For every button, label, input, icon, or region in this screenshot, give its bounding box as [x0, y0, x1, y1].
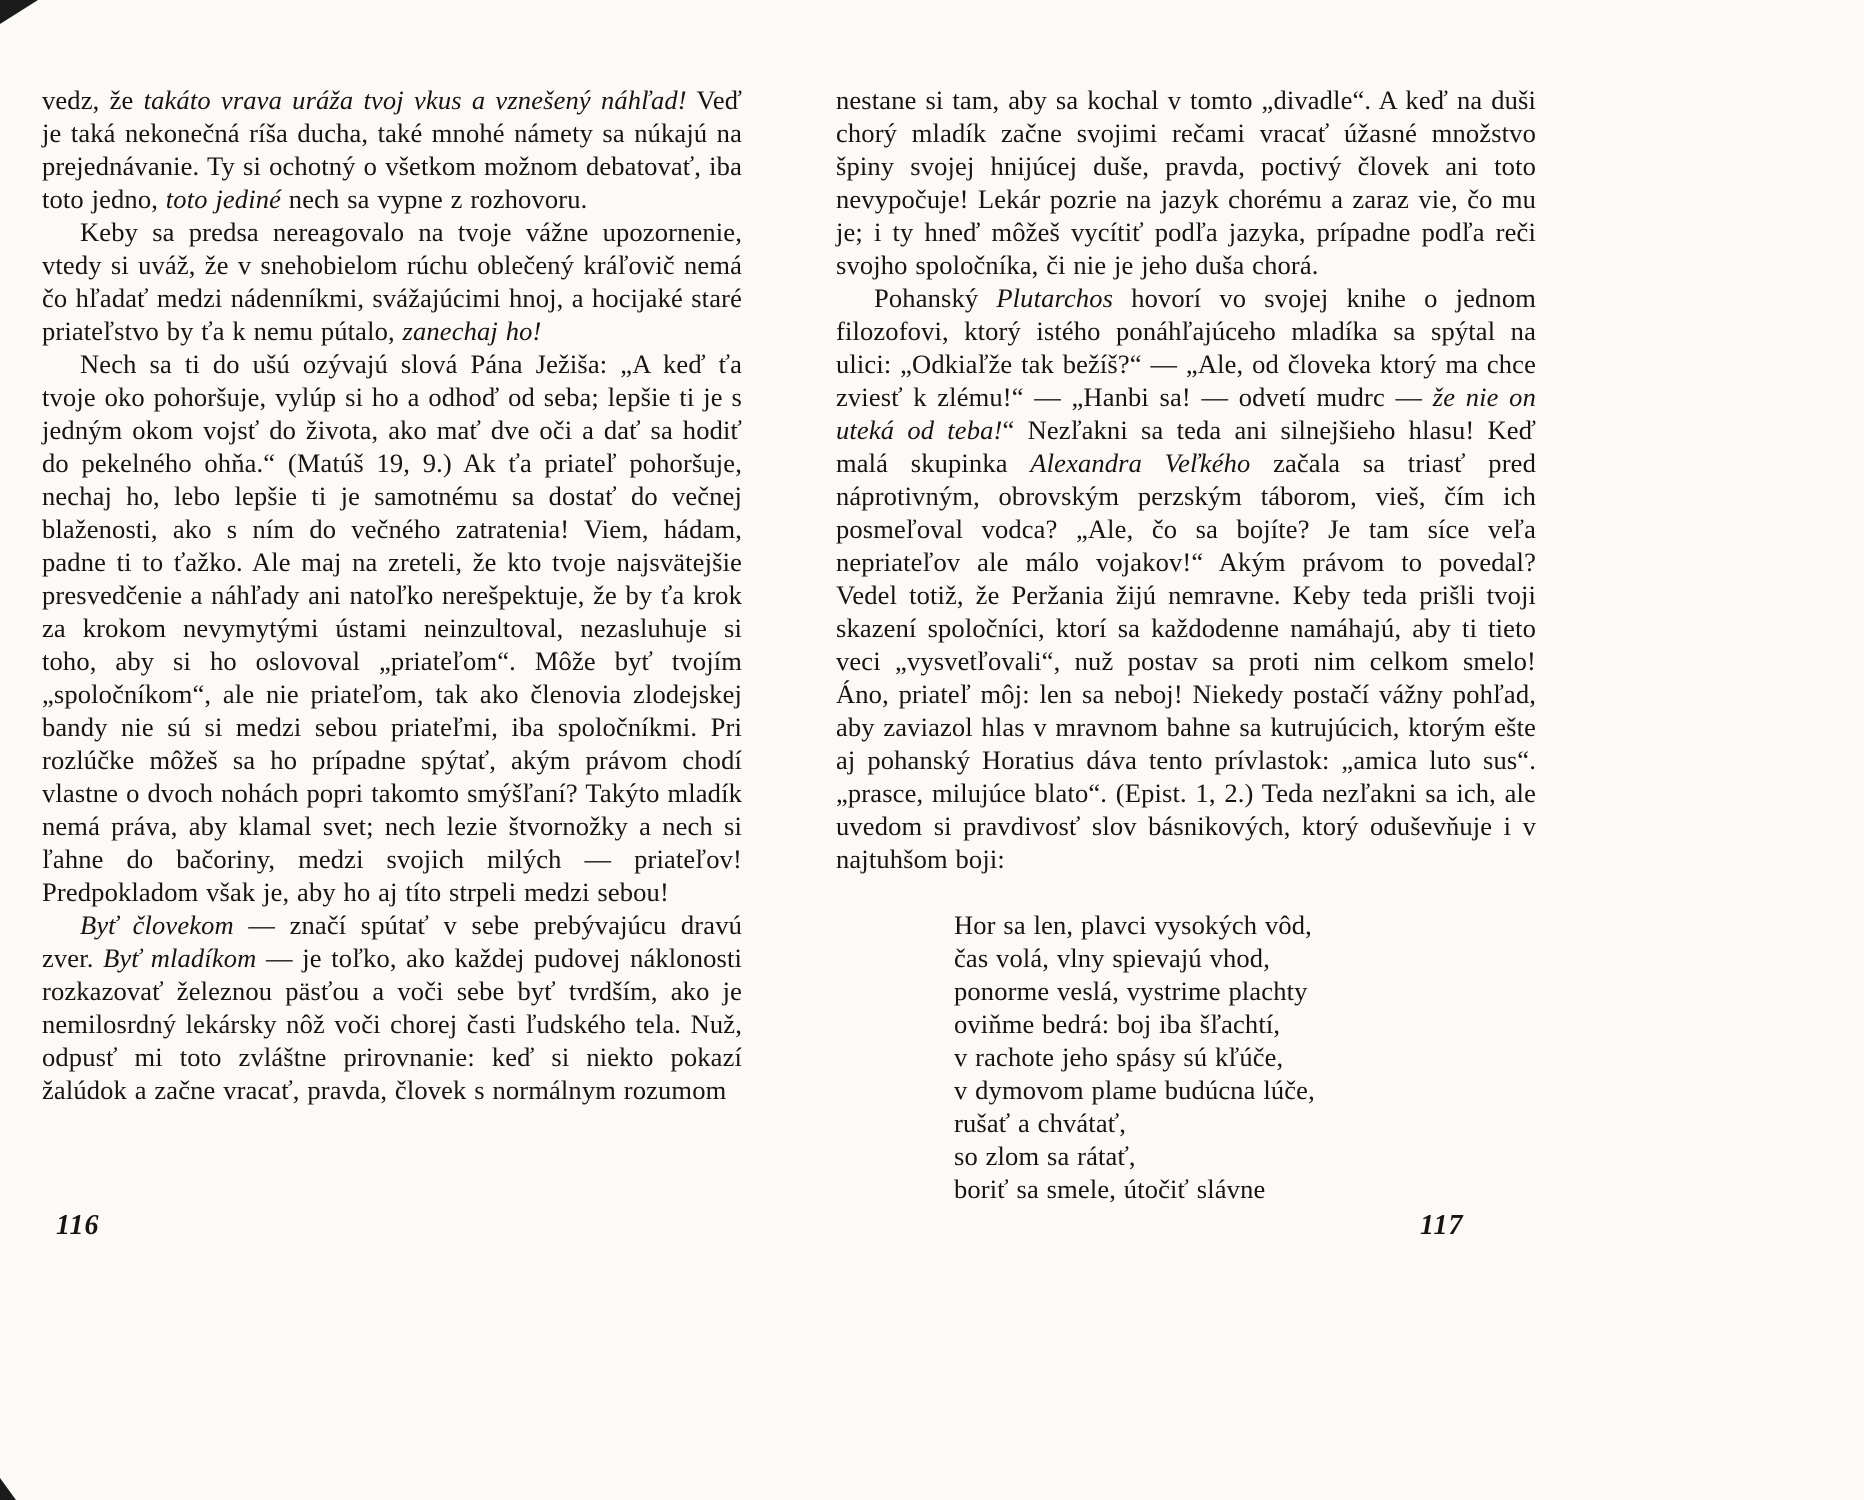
- text-segment: vedz, že: [42, 85, 144, 115]
- page-number-left: 116: [56, 1210, 100, 1241]
- verse-line: ponorme veslá, vystrime plachty: [954, 976, 1308, 1006]
- verse-line: v dymovom plame budúcna lúče,: [954, 1075, 1315, 1105]
- scan-artifact-top-left-corner: [0, 0, 38, 24]
- verse-line: v rachote jeho spásy sú kľúče,: [954, 1042, 1284, 1072]
- paragraph: [42, 216, 742, 348]
- paragraph: [836, 282, 1536, 876]
- text-segment: Keby sa predsa nereagovalo na tvoje vážne upozornenie, vtedy si uváž, že v snehobielom rúchu oblečený kráľovič nemá čo hľadať medzi nádenníkmi, svážajúcimi hnoj, a hocijaké staré priateľstvo by ťa k nemu pútalo,: [42, 217, 742, 346]
- verse-line: čas volá, vlny spievajú vhod,: [954, 943, 1270, 973]
- text-segment-italic: zanechaj ho!: [402, 316, 542, 346]
- text-segment-italic: toto jediné: [165, 184, 282, 214]
- scan-artifact-bottom-left-corner: [0, 1478, 16, 1500]
- text-segment: “ Nezľakni sa teda ani silnejšieho hlasu! Keď malá skupinka: [836, 415, 1536, 478]
- verse-line: Hor sa len, plavci vysokých vôd,: [954, 910, 1312, 940]
- text-segment: nestane si tam, aby sa kochal v tomto „divadle“. A keď na duši chorý mladík začne svojimi rečami vracať úžasné množstvo špiny svojej hnijúcej duše, pravda, poctivý človek ani toto nevypočuje! Lekár pozrie na jazyk chorému a zaraz vie, čo mu je; i ty hneď môžeš vycítiť podľa jazyka, prípadne podľa reči svojho spoločníka, či nie je jeho duša chorá.: [836, 85, 1536, 280]
- text-segment: — je toľko, ako každej pudovej náklonosti rozkazovať železnou päsťou a voči sebe byť tvrdším, ako je nemilosrdný lekársky nôž voči chorej časti ľudského tela. Nuž, odpusť mi toto zvláštne prirovnanie: keď si niekto pokazí žalúdok a začne vracať, pravda, človek s normálnym rozumom: [42, 943, 742, 1105]
- text-segment-italic: Byť mladíkom: [103, 943, 257, 973]
- text-segment-italic: takáto vrava uráža tvoj vkus a vznešený náhľad!: [143, 85, 687, 115]
- text-segment: Pohanský: [874, 283, 997, 313]
- verse-line: rušať a chvátať,: [954, 1108, 1126, 1138]
- verse-line: oviňme bedrá: boj iba šľachtí,: [954, 1009, 1281, 1039]
- verse-line: boriť sa smele, útočiť slávne: [954, 1174, 1266, 1204]
- text-segment: Veď je taká nekonečná ríša ducha, také mnohé námety sa núkajú na prejednávanie. Ty si ochotný o všetkom možnom debatovať, iba toto jedno,: [42, 85, 743, 214]
- text-segment: začala sa triasť pred náprotivným, obrovským perzským táborom, vieš, čím ich posmeľoval vodca? „Ale, čo sa bojíte? Je tam síce veľa nepriateľov ale málo vojakov!“ Akým právom to povedal? Vedel totiž, že Peržania žijú nemravne. Keby teda prišli tvoji skazení spoločníci, ktorí sa každodenne namáhajú, aby ti tieto veci „vysvetľovali“, nuž postav sa proti nim celkom smelo! Áno, priateľ môj: len sa neboj! Niekedy postačí vážny pohľad, aby zaviazol hlas v mravnom bahne sa kutrujúcich, ktorým ešte aj pohanský Horatius dáva tento prívlastok: „amica luto sus“. „prasce, milujúce blato“. (Epist. 1, 2.) Teda nezľakni sa ich, ale uvedom si pravdivosť slov básnikových, ktorý oduševňuje i v najtuhšom boji:: [836, 448, 1536, 874]
- verse-line: so zlom sa rátať,: [954, 1141, 1136, 1171]
- text-segment-italic: Plutarchos: [996, 283, 1114, 313]
- paragraph: [42, 84, 742, 216]
- page-left-text: [42, 84, 742, 1107]
- text-segment-italic: Alexandra Veľkého: [1030, 448, 1251, 478]
- text-segment: nech sa vypne z rozhovoru.: [281, 184, 588, 214]
- paragraph: [836, 84, 1536, 282]
- page-right-text: [836, 84, 1536, 1206]
- text-segment: — značí spútať v sebe prebývajúcu dravú zver.: [42, 910, 742, 973]
- text-segment-italic: Byť človekom: [80, 910, 234, 940]
- page-number-right: 117: [1420, 1210, 1464, 1241]
- text-segment: Nech sa ti do ušú ozývajú slová Pána Ježiša: „A keď ťa tvoje oko pohoršuje, vylúp si ho a odhoď od seba; lepšie ti je s jedným okom vojsť do života, ako mať dve oči a dať sa hodiť do pekelného ohňa.“ (Matúš 19, 9.) Ak ťa priateľ pohoršuje, nechaj ho, lebo lepšie ti je samotnému sa dostať do večnej blaženosti, ako s ním do večného zatratenia! Viem, hádam, padne ti to ťažko. Ale maj na zreteli, že kto tvoje najsvätejšie presvedčenie a náhľady ani natoľko nerešpektuje, že by ťa krok za krokom nevymytými ústami neinzultoval, nezasluhuje si toho, aby si ho oslovoval „priateľom“. Môže byť tvojím „spoločníkom“, ale nie priateľom, tak ako členovia zlodejskej bandy nie sú si medzi sebou priateľmi, iba spoločníkmi. Pri rozlúčke môžeš sa ho prípadne spýtať, akým právom chodí vlastne o dvoch nohách popri takomto smýšľaní? Takýto mladík nemá práva, aby klamal svet; nech lezie štvornožky a nech si ľahne do bačoriny, medzi svojich milých — priateľov! Predpokladom však je, aby ho aj títo strpeli medzi sebou!: [42, 349, 742, 907]
- paragraph: [42, 909, 742, 1107]
- paragraph: [42, 348, 742, 909]
- text-segment: hovorí vo svojej knihe o jednom filozofovi, ktorý istého ponáhľajúceho mladíka sa spýtal na ulici: „Odkiaľže tak bežíš?“ — „Ale, od človeka ktorý ma chce zviesť k zlému!“ — „Hanbi sa! — odvetí mudrc —: [836, 283, 1536, 412]
- text-segment-italic: že nie on uteká od teba!: [836, 382, 1536, 445]
- verse-block: [954, 909, 1536, 1206]
